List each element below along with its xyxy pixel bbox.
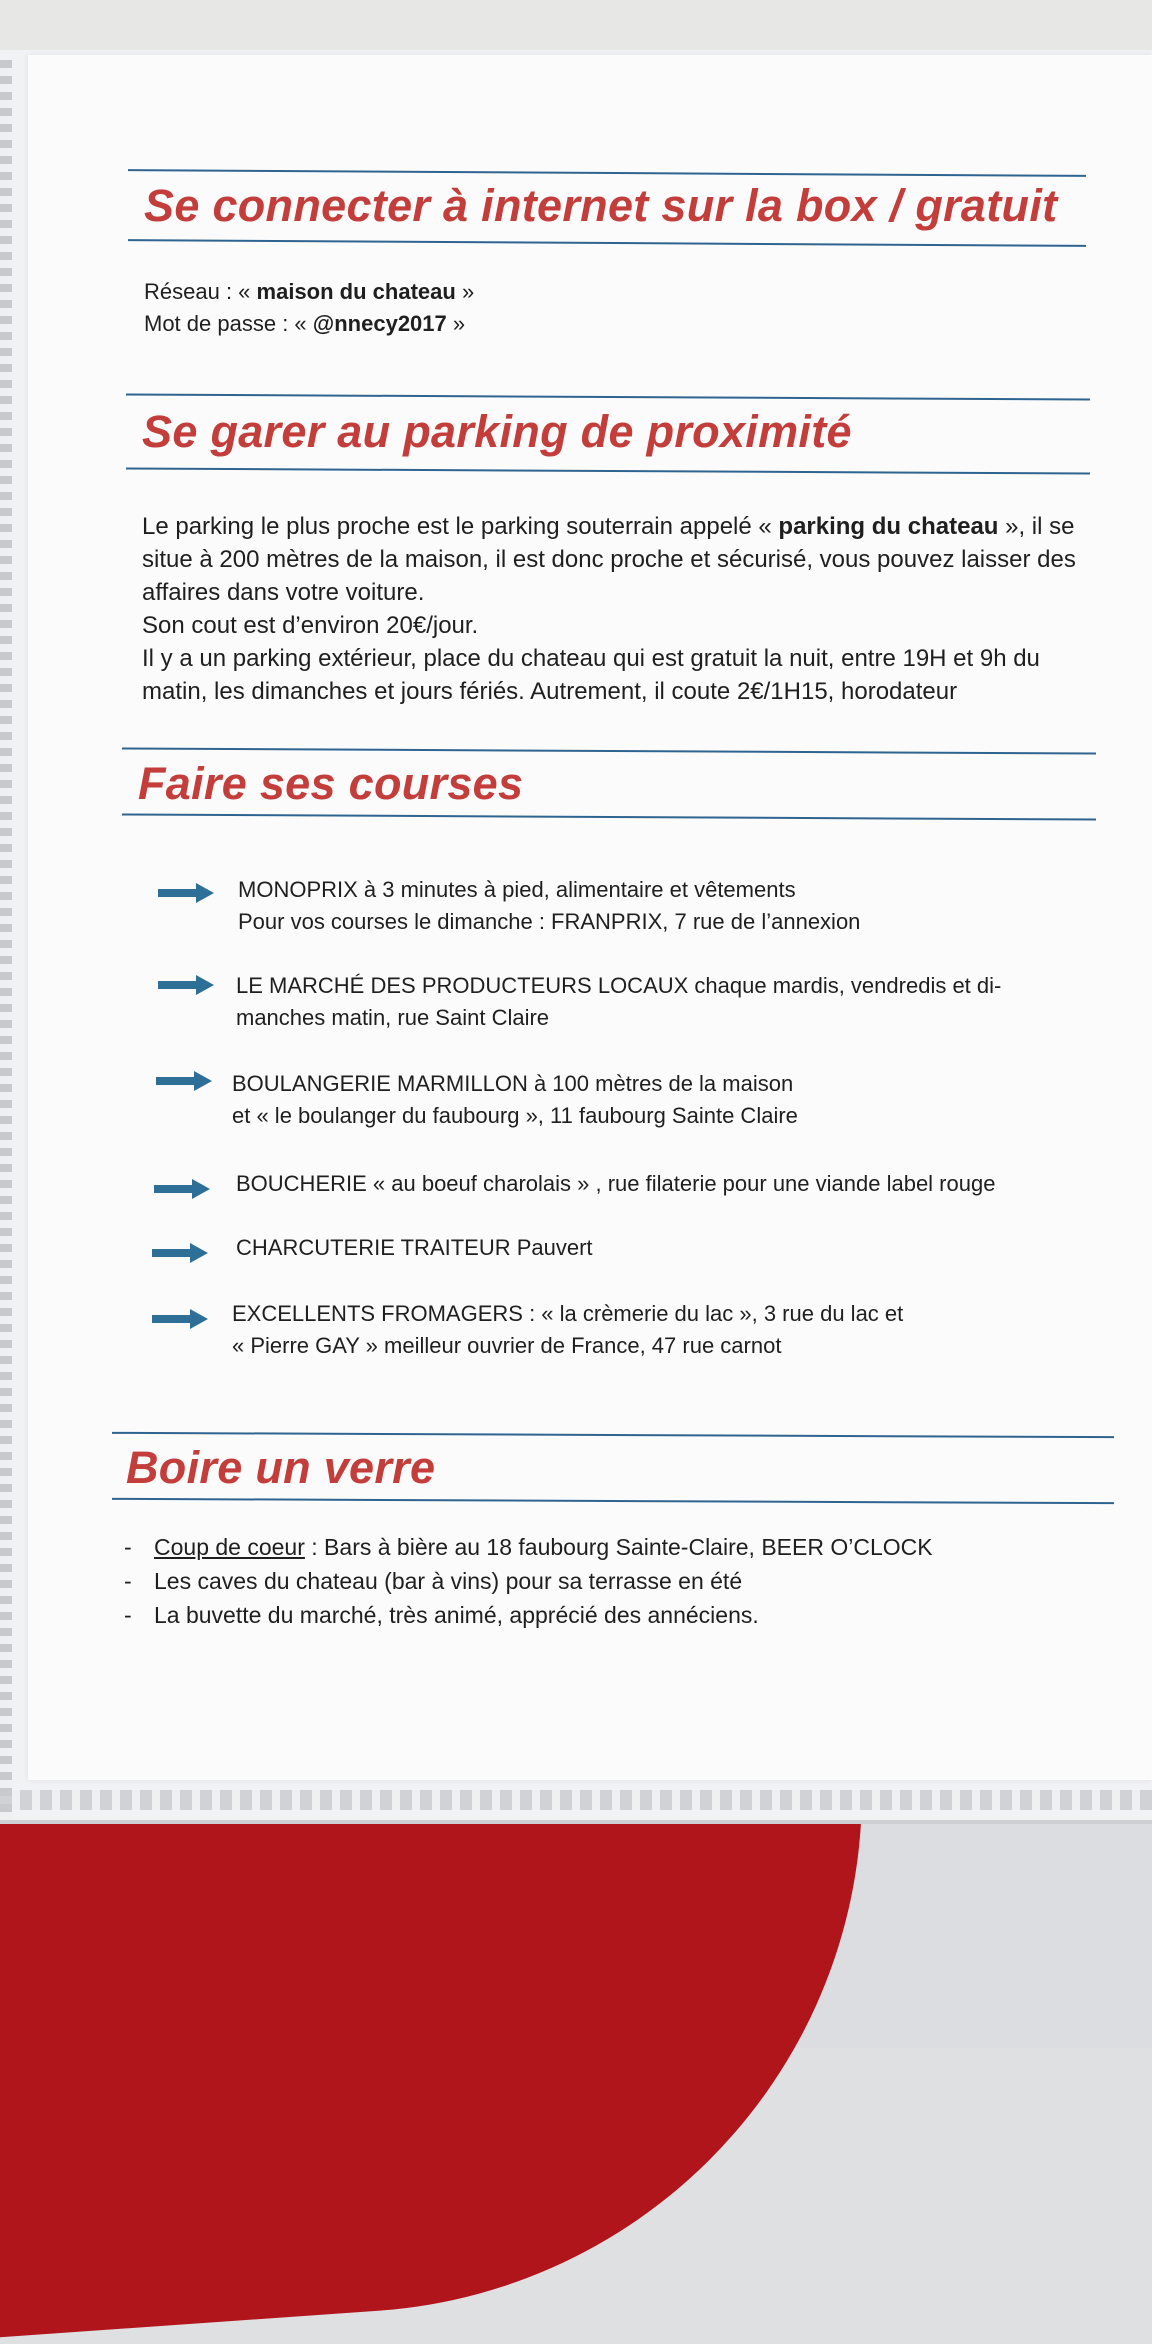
shop-line-1: BOULANGERIE MARMILLON à 100 mètres de la maison [232, 1071, 794, 1096]
network-label: Réseau : « [144, 279, 251, 304]
drink-item [124, 1530, 1084, 1564]
drink-text: Les caves du chateau (bar à vins) pour sa terrasse en été [154, 1568, 743, 1594]
arrow-right-icon [150, 1242, 210, 1264]
shop-text [236, 1232, 593, 1264]
parking-text-2: Son cout est d’environ 20€/jour. [142, 612, 479, 639]
arrow-right-icon [150, 1308, 210, 1330]
shop-line-2: et « le boulanger du faubourg », 11 faubourg Sainte Claire [232, 1103, 798, 1128]
wifi-network-line [144, 276, 474, 308]
parking-text-1 [142, 510, 1082, 609]
password-close: » [452, 311, 466, 336]
arrow-right-icon [154, 1070, 214, 1092]
parking-heading: Se garer au parking de proximité [142, 406, 852, 457]
arrow-right-icon [156, 974, 216, 996]
shop-text [232, 1298, 903, 1362]
drink-text: La buvette du marché, très animé, apprécié des annéciens. [154, 1602, 759, 1628]
password-value: @nnecy2017 [312, 311, 447, 336]
parking-p1-before: Le parking le plus proche est le parking souterrain appelé « [142, 513, 772, 540]
shop-text [232, 1068, 798, 1132]
drink-item [124, 1564, 1084, 1598]
network-close: » [461, 279, 475, 304]
wifi-heading: Se connecter à internet sur la box / gratuit [144, 180, 1058, 231]
shop-text [236, 970, 1126, 1034]
wifi-password-line [144, 308, 465, 340]
shop-line-1: EXCELLENTS FROMAGERS : « la crèmerie du lac », 3 rue du lac et [232, 1301, 904, 1326]
shop-line-1: CHARCUTERIE TRAITEUR Pauvert [236, 1235, 593, 1260]
red-table-surface [0, 1756, 897, 2344]
parking-paragraph [142, 510, 1082, 708]
shop-line-1: BOUCHERIE « au boeuf charolais » , rue filaterie pour une viande label rouge [236, 1171, 996, 1196]
list-dash: - [124, 1534, 132, 1560]
parking-text-3: Il y a un parking extérieur, place du chateau qui est gratuit la nuit, entre 19H et 9h du matin, les dimanches et jours fériés. Autrement, il coute 2€/1H15, horodateur [142, 645, 1040, 705]
sleeve-edge-strip [0, 1790, 1152, 1810]
shop-text [238, 874, 860, 938]
drink-item [124, 1598, 1084, 1632]
drinks-heading: Boire un verre [126, 1442, 436, 1493]
drinks-list [124, 1530, 1084, 1632]
sleeve-binder-holes [0, 60, 12, 1820]
shop-line-2: « Pierre GAY » meilleur ouvrier de France, 47 rue carnot [232, 1333, 782, 1358]
list-dash: - [124, 1602, 132, 1628]
parking-name: parking du chateau [778, 513, 999, 540]
shopping-heading: Faire ses courses [138, 758, 524, 809]
network-value: maison du chateau [256, 279, 456, 304]
list-dash: - [124, 1568, 132, 1594]
password-label: Mot de passe : « [144, 311, 307, 336]
shop-line-1: LE MARCHÉ DES PRODUCTEURS LOCAUX chaque mardis, vendredis et di- [236, 973, 1002, 998]
shop-text [236, 1168, 995, 1200]
parking-p1-after: », il se situe à 200 mètres de la maison, il est donc proche et sécurisé, vous pouvez laisser des affaires dans votre voiture. [142, 513, 1076, 606]
shop-line-1: MONOPRIX à 3 minutes à pied, alimentaire et vêtements [238, 877, 796, 902]
shop-line-2: manches matin, rue Saint Claire [236, 1005, 550, 1030]
drink-text: : Bars à bière au 18 faubourg Sainte-Claire, BEER O’CLOCK [304, 1534, 933, 1560]
arrow-right-icon [156, 882, 216, 904]
drink-highlight: Coup de coeur [154, 1534, 305, 1560]
shop-line-2: Pour vos courses le dimanche : FRANPRIX, 7 rue de l’annexion [238, 909, 861, 934]
arrow-right-icon [152, 1178, 212, 1200]
